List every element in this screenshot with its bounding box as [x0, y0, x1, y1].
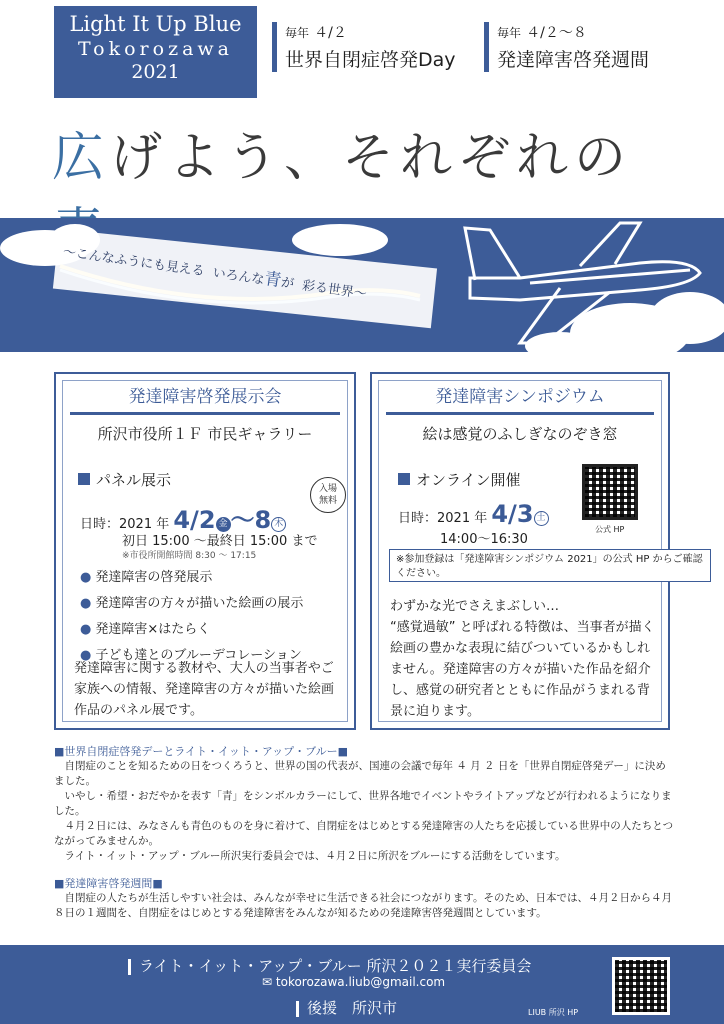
bullet-text: 発達障害の啓発展示 [95, 570, 213, 585]
footer-support [296, 997, 397, 1018]
hours-note: ※市役所開館時間 8:30 ～ 17:15 [122, 551, 257, 561]
banner-text-d: 彩る世界～ [301, 278, 368, 303]
info-heading-1: ■世界自閉症啓発デーとライト・イット・アップ・ブルー■ [54, 745, 349, 758]
symposium-date [398, 500, 549, 528]
day-date: ４/２～８ [526, 25, 587, 41]
info-paragraph: ４月２日には、みなさんも青色のものを身に着けて、自閉症をはじめとする発達障害の人たちを応援している世界中の人たちとつながってみませんか。 [54, 820, 674, 847]
qr-code-icon[interactable] [582, 464, 638, 520]
weekday-badge: 土 [534, 511, 549, 526]
weekday-badge: 木 [271, 517, 286, 532]
banner-text-c: が [280, 275, 296, 293]
day-block-week [484, 22, 649, 72]
exhibition-box [54, 372, 356, 730]
info-section [54, 744, 674, 921]
date-label: 日時：2021 年 [80, 517, 170, 532]
symposium-time: 14:00～16:30 [440, 532, 528, 547]
logo-line-3: 2021 [131, 61, 180, 83]
banner-text-b: いろんな [211, 265, 266, 288]
banner-text-blue: 青 [263, 269, 283, 292]
headline-first: 広 [52, 128, 111, 188]
day-block-autism [272, 22, 456, 72]
bullet-text: 子ども達とのブルーデコレーション [95, 648, 302, 663]
day-title: 世界自閉症啓発Day [285, 49, 456, 71]
info-heading-2: ■発達障害啓発週間■ [54, 877, 163, 890]
bullet-icon: ● [80, 570, 92, 585]
symposium-title: 発達障害シンポジウム [435, 387, 605, 407]
exhibition-hours: 初日 15:00 ～最終日 15:00 まで [122, 534, 318, 549]
exhibition-paragraph: 発達障害に関する教材や、大人の当事者やご家族への情報、発達障害の方々が描いた絵画作品のパネル展です。 [74, 661, 335, 718]
info-paragraph: 自閉症の人たちが生活しやすい社会は、みんなが幸せに生活できる社会につながります。そのため、日本では、４月２日から４月８日の１週間を、自閉症をはじめとする発達障害をみんなが知るための発達障害啓発週間としています。 [54, 892, 673, 919]
info-paragraph: いやし・希望・おだやかを表す「青」をシンボルカラーにして、世界各地でイベントやライトアップなどが行われるようになりました。 [54, 790, 672, 817]
exhibition-venue: 所沢市役所１Ｆ 市民ギャラリー [97, 425, 313, 443]
registration-notice: ※参加登録は「発達障害シンポジウム 2021」の公式 HP からご確認ください。 [389, 549, 711, 582]
day-prefix: 毎年 [497, 26, 522, 40]
day-date: ４/２ [314, 25, 347, 41]
footer-org [128, 955, 531, 976]
free-badge-line-1: 入場 [318, 484, 337, 494]
footer [0, 945, 724, 1024]
info-paragraph: ライト・イット・アップ・ブルー所沢実行委員会では、４月２日に所沢をブルーにする活動をしています。 [64, 850, 566, 862]
square-icon [398, 473, 410, 485]
qr-label: 公式 HP [595, 525, 625, 534]
online-section-label: オンライン開催 [416, 471, 521, 489]
bullet-icon: ● [80, 596, 92, 611]
footer-email-text: tokorozawa.liub@gmail.com [275, 975, 446, 989]
logo-line-1: Light It Up Blue [69, 12, 242, 36]
list-item [80, 618, 303, 637]
bullet-text: 発達障害の方々が描いた絵画の展示 [95, 596, 304, 611]
info-paragraph: 自閉症のことを知るための日をつくろうと、世界の国の代表が、国連の会議で毎年 ４ 月 ２ 日を「世界自閉症啓発デー」に決めました。 [54, 760, 666, 787]
bullet-text: 発達障害×はたらく [95, 622, 211, 637]
day-title: 発達障害啓発週間 [497, 49, 650, 71]
exhibition-bullets [80, 566, 303, 670]
panel-section-label: パネル展示 [96, 471, 172, 489]
date-label: 日時：2021 年 [398, 511, 488, 526]
symposium-subtitle: 絵は感覚のふしぎなのぞき窓 [422, 425, 618, 443]
headline-middle: げよう、それぞれの [110, 128, 633, 188]
weekday-badge: 金 [216, 517, 231, 532]
logo-line-2: Tokorozawa [77, 38, 234, 60]
panel-section-head [78, 469, 171, 490]
banner-text-a: ～こんなふうにも見える [61, 244, 206, 280]
symposium-box [370, 372, 703, 730]
exhibition-title: 発達障害啓発展示会 [128, 387, 282, 407]
list-item [80, 566, 303, 585]
online-section-head [398, 469, 521, 490]
list-item [80, 592, 303, 611]
free-badge [310, 477, 346, 513]
free-badge-line-2: 無料 [318, 496, 337, 506]
symposium-paragraph: わずかな光でさえまぶしい… “感覚過敏” と呼ばれる特徴は、当事者が描く絵画の豊かな表現に結びついているかもしれません。発達障害の方々が描いた作品を紹介し、感覚の研究者とともに作品がうまれる背景に迫ります。 [390, 599, 655, 719]
title-rule [70, 412, 340, 415]
footer-qr-label: LIUB 所沢 HP [528, 1008, 579, 1017]
qr-code-icon[interactable] [612, 957, 670, 1015]
footer-org-label: ライト・イット・アップ・ブルー 所沢２０２１実行委員会 [139, 957, 532, 975]
mail-icon: ✉ [262, 975, 273, 989]
logo-box [54, 6, 257, 98]
banner [0, 218, 724, 352]
divider [128, 959, 131, 975]
square-icon [78, 473, 90, 485]
bullet-icon: ● [80, 622, 92, 637]
date-start: 4/2 [173, 506, 216, 534]
footer-email[interactable] [262, 975, 445, 989]
date-value: 4/3 [491, 500, 534, 528]
title-rule [386, 412, 654, 415]
cloud-icon [292, 224, 388, 256]
date-end: ～8 [230, 506, 272, 534]
divider [296, 1001, 299, 1017]
footer-support-label: 後援 所沢市 [307, 999, 398, 1017]
bullet-icon: ● [80, 648, 92, 663]
day-prefix: 毎年 [285, 26, 310, 40]
